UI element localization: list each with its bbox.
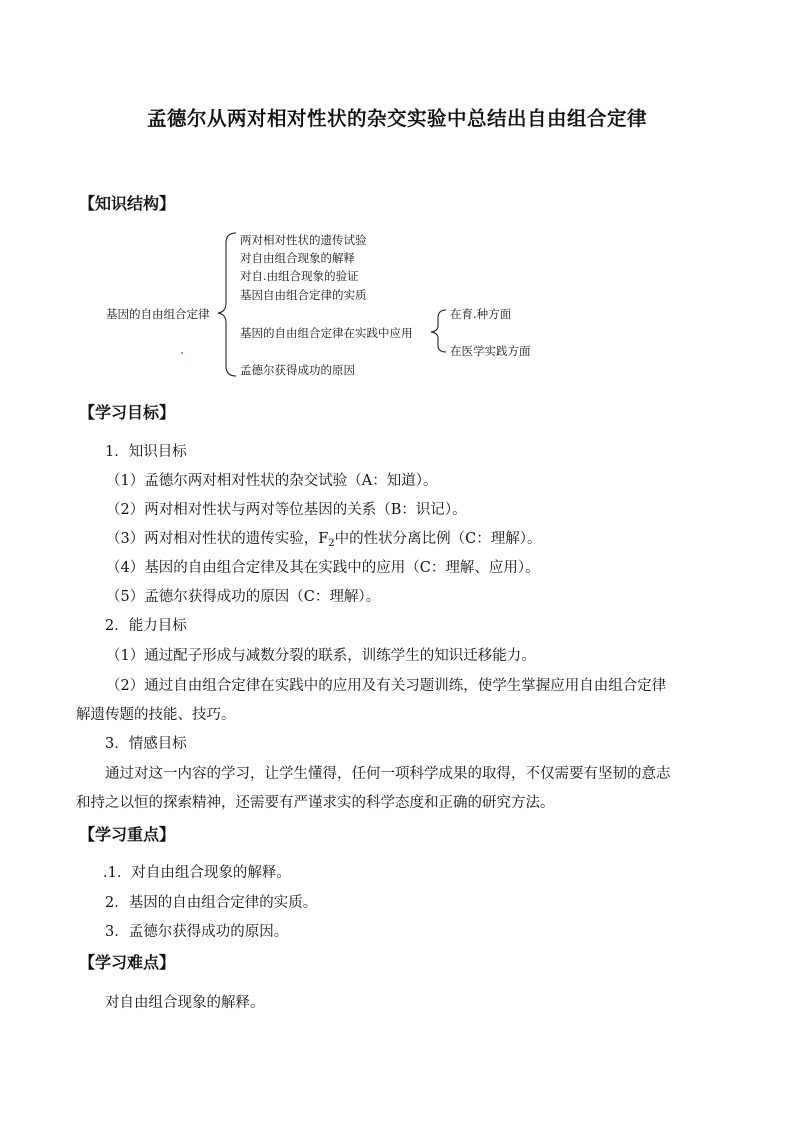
diagram-branch-6: 孟德尔获得成功的原因 [240, 363, 355, 377]
objective-k1: （1）孟德尔两对相对性状的杂交试验（A：知道）。 [106, 473, 438, 489]
main-brace [218, 233, 236, 376]
knowledge-structure-heading: 【知识结构】 [79, 194, 176, 213]
diagram-branch-3: 对自.由组合现象的验证 [240, 269, 359, 283]
objective-k3-pre: （3）两对相对性状的遗传实验，F [106, 531, 329, 547]
knowledge-objectives-label: 1．知识目标 [105, 444, 187, 460]
ability-objectives-label: 2．能力目标 [105, 618, 187, 634]
diagram-branch-1: 两对相对性状的遗传试验 [240, 233, 367, 247]
objectives-heading: 【学习目标】 [79, 403, 176, 422]
objective-k2: （2）两对相对性状与两对等位基因的关系（B：识记）。 [106, 502, 467, 518]
stray-dot [181, 352, 183, 354]
diagram-branch-4: 基因自由组合定律的实质 [240, 288, 367, 302]
objective-k4: （4）基因的自由组合定律及其在实践中的应用（C：理解、应用）。 [106, 560, 540, 576]
key-point-3: 3．孟德尔获得成功的原因。 [105, 924, 289, 940]
diagram-branch-2: 对自由组合现象的解释 [240, 251, 355, 265]
objective-e-line2: 和持之以恒的探索精神，还需要有严谨求实的科学态度和正确的研究方法。 [76, 795, 555, 811]
key-points-heading: 【学习重点】 [79, 825, 176, 844]
objective-e-line1: 通过对这一内容的学习，让学生懂得，任何一项科学成果的取得，不仅需要有坚韧的意志 [105, 766, 671, 782]
objective-k5: （5）孟德尔获得成功的原因（C：理解）。 [106, 589, 381, 605]
difficulties-heading: 【学习难点】 [79, 953, 176, 972]
diagram-sub-branch-2: 在医学实践方面 [450, 344, 531, 358]
objective-a2-line2: 解遗传题的技能、技巧。 [76, 707, 236, 723]
key-point-1: .1．对自由组合现象的解释。 [103, 865, 291, 881]
objective-k3-post: 中的性状分离比例（C：理解）。 [334, 531, 542, 547]
emotion-objectives-label: 3．情感目标 [105, 736, 187, 752]
objective-k3 [106, 527, 542, 549]
objective-k3-subscript: 2 [328, 538, 335, 549]
diagram-sub-branch-1: 在育.种方面 [450, 307, 512, 321]
objective-a2-line1: （2）通过自由组合定律在实践中的应用及有关习题训练，使学生掌握应用自由组合定律 [106, 678, 667, 694]
objective-a1: （1）通过配子形成与减数分裂的联系，训练学生的知识迁移能力。 [106, 648, 536, 664]
key-point-2: 2．基因的自由组合定律的实质。 [105, 895, 318, 911]
difficulty-1: 对自由组合现象的解释。 [105, 995, 265, 1011]
sub-brace [431, 310, 446, 352]
diagram-branch-5: 基因的自由组合定律在实践中应用 [240, 326, 413, 340]
page-title: 孟德尔从两对相对性状的杂交实验中总结出自由组合定律 [146, 107, 647, 130]
diagram-root-label: 基因的自由组合定律 [106, 307, 210, 321]
